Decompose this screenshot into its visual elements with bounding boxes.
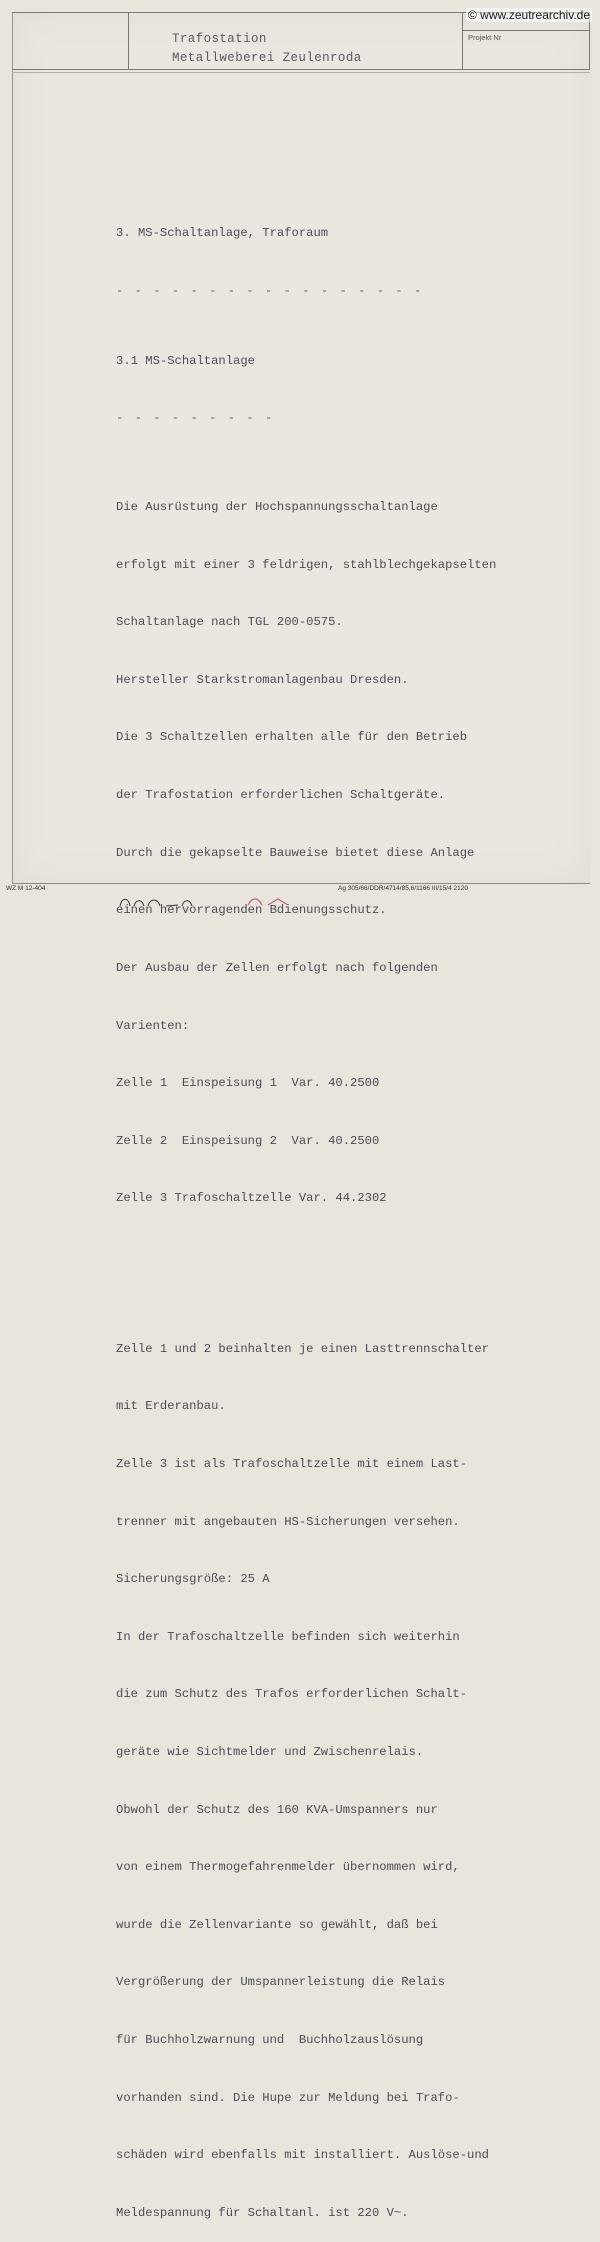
form-number: WZ M 12-404 (6, 885, 46, 892)
text-line: geräte wie Sichtmelder und Zwischenrelais. (116, 1745, 424, 1760)
text-line: Meldespannung für Schaltanl. ist 220 V~. (116, 2205, 409, 2220)
footer-divider (12, 883, 590, 884)
text-line: Durch die gekapselte Bauweise bietet diese Anlage (116, 845, 475, 860)
text-line: vorhanden sind. Die Hupe zur Meldung bei Trafo- (116, 2090, 460, 2105)
subsection-title-underline: - - - - - - - - - (116, 411, 275, 426)
text-line: Die Ausrüstung der Hochspannungsschaltanlage (116, 500, 438, 515)
text-line: mit Erderanbau. (116, 1399, 226, 1414)
text-line: Zelle 1 Einspeisung 1 Var. 40.2500 (116, 1076, 380, 1091)
text-line: schäden wird ebenfalls mit installiert. Auslöse-und (116, 2148, 489, 2163)
title-line-1: Trafostation (172, 32, 267, 46)
text-line: der Trafostation erforderlichen Schaltgeräte. (116, 788, 446, 803)
text-line: Hersteller Starkstromanlagenbau Dresden. (116, 672, 409, 687)
text-line: Vergrößerung der Umspannerleistung die Relais (116, 1975, 446, 1990)
title-line-2: Metallweberei Zeulenroda (172, 51, 362, 65)
text-line: trenner mit angebauten HS-Sicherungen versehen. (116, 1514, 460, 1529)
document-title (172, 30, 362, 68)
text-line: Zelle 3 ist als Trafoschaltzelle mit einem Last- (116, 1457, 468, 1471)
text-line: erfolgt mit einer 3 feldrigen, stahlblechgekapselten (116, 557, 497, 572)
text-line: Zelle 3 Trafoschaltzelle Var. 44.2302 (116, 1191, 387, 1206)
text-line: Zelle 1 und 2 beinhalten je einen Lasttrennschalter (116, 1341, 489, 1356)
text-line: einen hervorragenden Bdienungsschutz. (116, 903, 387, 918)
divider (12, 72, 590, 73)
watermark: © www.zeutrearchiv.de (468, 8, 590, 22)
paragraph-gap (116, 1266, 586, 1282)
text-line: Die 3 Schaltzellen erhalten alle für den Betrieb (116, 730, 468, 745)
text-line: In der Trafoschaltzelle befinden sich weiterhin (116, 1629, 460, 1644)
text-line: Der Ausbau der Zellen erfolgt nach folgenden (116, 960, 438, 975)
title-block-divider (462, 30, 590, 31)
title-block-divider (462, 12, 463, 70)
print-code: Ag 305/66/DDR/4714/85,6/1166 III/15/4 2120 (338, 885, 468, 892)
text-line: Schaltanlage nach TGL 200-0575. (116, 615, 343, 630)
text-line: Varienten: (116, 1018, 190, 1033)
text-line: Obwohl der Schutz des 160 KVA-Umspanners nur (116, 1802, 438, 1817)
text-line: Zelle 2 Einspeisung 2 Var. 40.2500 (116, 1133, 380, 1148)
title-block-divider (128, 12, 129, 70)
text-line: für Buchholzwarnung und Buchholzauslösung (116, 2033, 424, 2048)
text-line: Sicherungsgröße: 25 A (116, 1572, 270, 1587)
handwritten-scribble (118, 893, 308, 907)
projekt-label: Projekt Nr (468, 33, 502, 42)
document-body (116, 186, 586, 2242)
text-line: wurde die Zellenvariante so gewählt, daß bei (116, 1917, 438, 1932)
text-line: von einem Thermogefahrenmelder übernommen wird, (116, 1860, 460, 1875)
text-line: die zum Schutz des Trafos erforderlichen Schalt- (116, 1687, 468, 1702)
section-title-underline: - - - - - - - - - - - - - - - - - (116, 284, 424, 299)
section-title: 3. MS-Schaltanlage, Traforaum (116, 226, 329, 241)
subsection-title: 3.1 MS-Schaltanlage (116, 353, 255, 368)
